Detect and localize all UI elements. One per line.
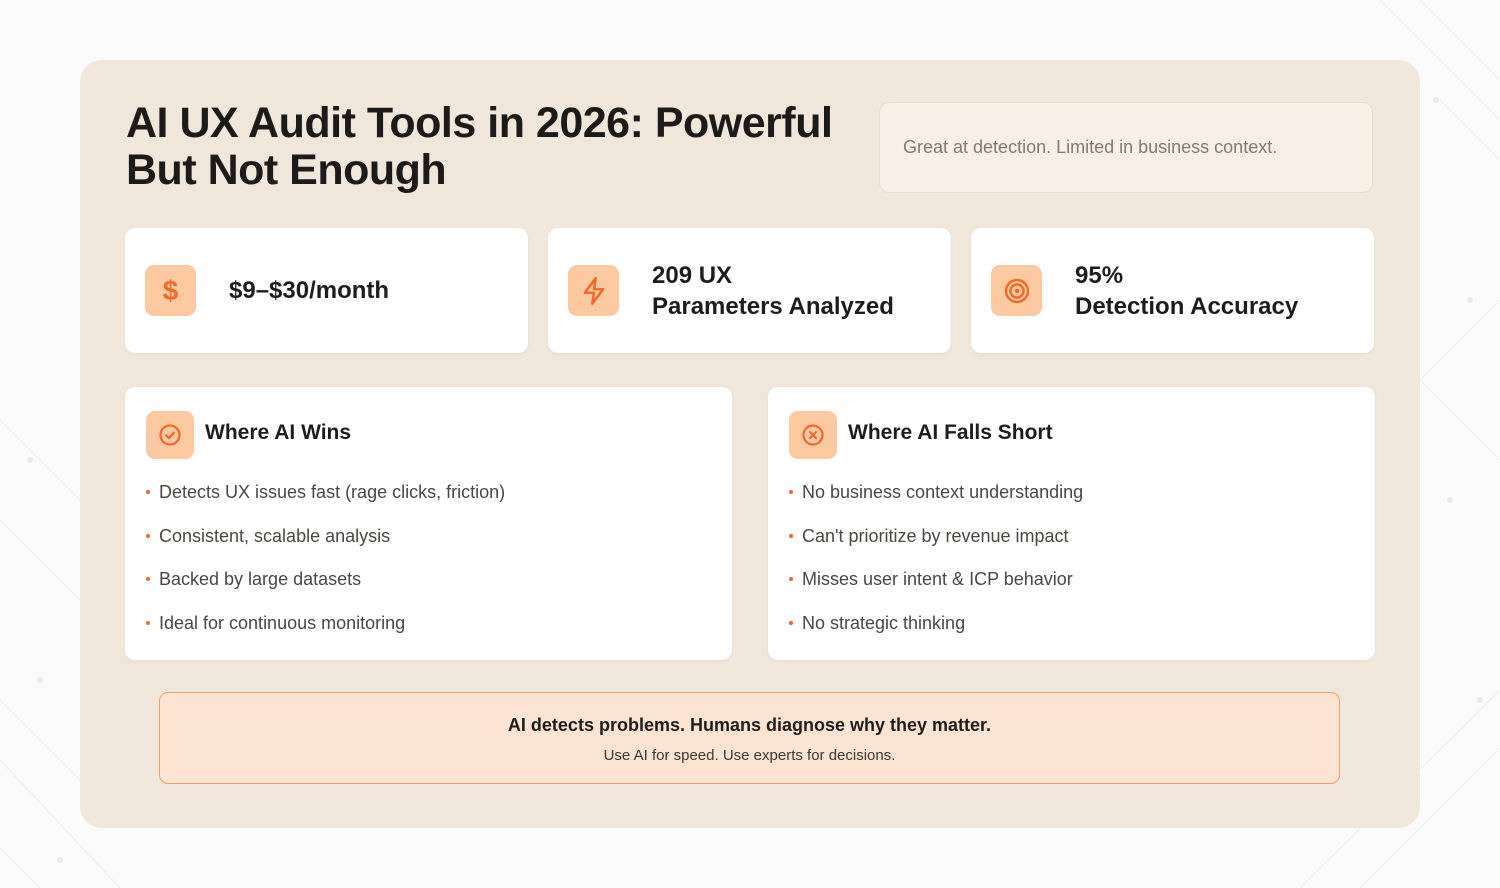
stat-parameters-line-2: Parameters Analyzed [652,292,894,320]
list-item: No strategic thinking [789,612,1083,656]
stat-parameters-value [652,228,894,353]
stat-card-price [125,228,528,353]
stat-card-parameters [548,228,951,353]
stat-card-accuracy [971,228,1374,353]
falls-short-card [768,387,1375,660]
callout-title: AI detects problems. Humans diagnose why they matter. [507,715,992,735]
falls-short-list [789,481,1083,655]
check-circle-icon [146,411,194,459]
list-item: No business context understanding [789,481,1083,525]
list-item: Ideal for continuous monitoring [146,612,505,656]
tagline-box [879,102,1373,193]
summary-callout [159,692,1340,784]
wins-card [125,387,732,660]
list-item: Consistent, scalable analysis [146,525,505,569]
list-item: Can't prioritize by revenue impact [789,525,1083,569]
stat-accuracy-line-1: 95% [1075,261,1124,289]
audit-tools-panel [80,60,1420,828]
callout-subtitle: Use AI for speed. Use experts for decisions. [603,747,896,764]
tagline-text: Great at detection. Limited in business context. [903,137,1278,157]
stat-accuracy-value [1075,228,1298,353]
stat-parameters-line-1: 209 UX [652,261,733,289]
dollar-icon: $ [145,265,196,316]
stat-price-line: $9–$30/month [229,277,390,304]
x-circle-icon [789,411,837,459]
target-icon [991,265,1042,316]
wins-heading: Where AI Wins [205,421,352,444]
page-title: AI UX Audit Tools in 2026: Powerful But Not Enough [126,99,833,194]
list-item: Misses user intent & ICP behavior [789,568,1083,612]
list-item: Detects UX issues fast (rage clicks, friction) [146,481,505,525]
list-item: Backed by large datasets [146,568,505,612]
falls-short-heading: Where AI Falls Short [848,421,1053,444]
wins-list [146,481,505,655]
stat-price-value [229,228,389,353]
lightning-icon [568,265,619,316]
stat-accuracy-line-2: Detection Accuracy [1075,292,1299,320]
